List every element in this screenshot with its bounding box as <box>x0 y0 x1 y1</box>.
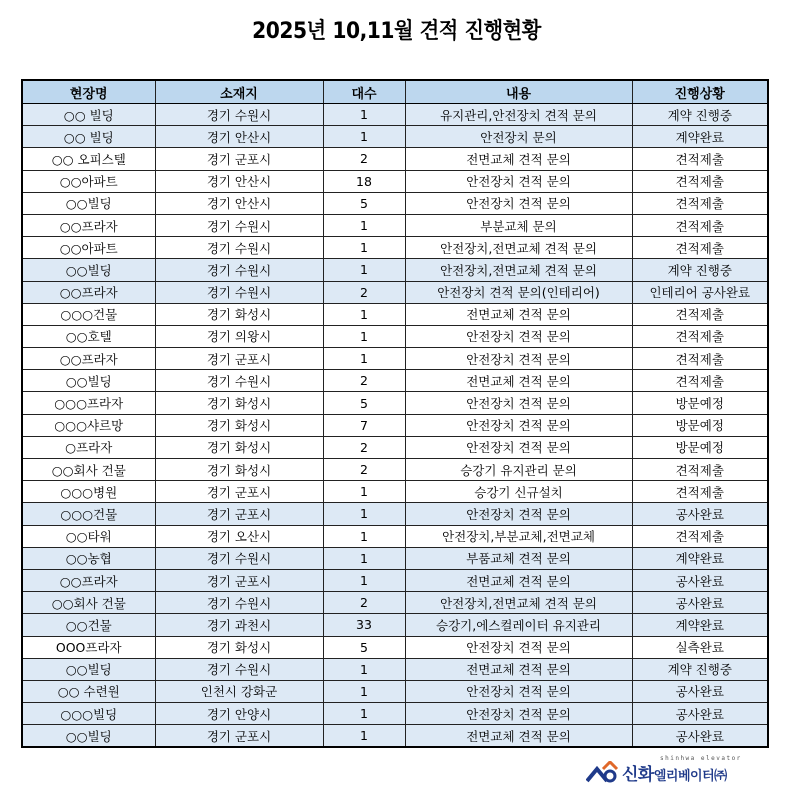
cell-content: 안전장치 견적 문의 <box>405 348 632 370</box>
cell-site-name: ○○프라자 <box>22 214 155 236</box>
cell-status: 방문예정 <box>632 436 768 458</box>
cell-location: 경기 군포시 <box>155 569 323 591</box>
table-row <box>22 170 768 192</box>
table-row <box>22 503 768 525</box>
table-row <box>22 214 768 236</box>
cell-units: 1 <box>323 126 405 148</box>
cell-site-name: ○○ 빌딩 <box>22 126 155 148</box>
cell-status: 견적제출 <box>632 525 768 547</box>
cell-content: 안전장치,전면교체 견적 문의 <box>405 237 632 259</box>
cell-units: 1 <box>323 658 405 680</box>
cell-units: 2 <box>323 148 405 170</box>
table-row <box>22 725 768 748</box>
logo-brand-text <box>622 760 727 785</box>
cell-location: 경기 수원시 <box>155 104 323 126</box>
table-row <box>22 104 768 126</box>
table-row <box>22 547 768 569</box>
cell-site-name: ○○아파트 <box>22 170 155 192</box>
cell-units: 5 <box>323 636 405 658</box>
table-row <box>22 303 768 325</box>
cell-content: 승강기 유지관리 문의 <box>405 459 632 481</box>
mountain-logo-icon <box>586 761 620 783</box>
logo-brand-sub: 엘리베이터㈜ <box>653 769 727 784</box>
cell-units: 1 <box>323 104 405 126</box>
cell-status: 계약 진행중 <box>632 658 768 680</box>
cell-site-name: ○프라자 <box>22 436 155 458</box>
cell-location: 경기 안산시 <box>155 192 323 214</box>
cell-status: 계약 진행중 <box>632 104 768 126</box>
quote-status-table <box>21 79 769 748</box>
table-row <box>22 614 768 636</box>
table-row <box>22 481 768 503</box>
page-title: 2025년 10,11월 견적 진행현황 <box>252 19 541 44</box>
cell-location: 경기 수원시 <box>155 259 323 281</box>
cell-site-name: ○○○빌딩 <box>22 703 155 725</box>
cell-site-name: ○○○프라자 <box>22 392 155 414</box>
cell-content: 안전장치 견적 문의 <box>405 503 632 525</box>
cell-location: 경기 군포시 <box>155 148 323 170</box>
cell-units: 2 <box>323 459 405 481</box>
cell-units: 1 <box>323 680 405 702</box>
cell-content: 전면교체 견적 문의 <box>405 569 632 591</box>
cell-location: 경기 수원시 <box>155 547 323 569</box>
table-row <box>22 126 768 148</box>
cell-site-name: ○○아파트 <box>22 237 155 259</box>
cell-status: 방문예정 <box>632 414 768 436</box>
cell-site-name: ○○프라자 <box>22 569 155 591</box>
cell-units: 2 <box>323 592 405 614</box>
cell-site-name: ○○ 수련원 <box>22 680 155 702</box>
table-row <box>22 348 768 370</box>
cell-units: 1 <box>323 525 405 547</box>
cell-site-name: ○○농협 <box>22 547 155 569</box>
cell-content: 전면교체 견적 문의 <box>405 370 632 392</box>
cell-units: 5 <box>323 192 405 214</box>
cell-location: 경기 화성시 <box>155 414 323 436</box>
cell-status: 계약 진행중 <box>632 259 768 281</box>
table-row <box>22 680 768 702</box>
cell-site-name: ○○○건물 <box>22 303 155 325</box>
logo-english-text: shinhwa elevator <box>660 755 742 762</box>
cell-content: 부품교체 견적 문의 <box>405 547 632 569</box>
cell-site-name: ○○빌딩 <box>22 725 155 748</box>
cell-site-name: ○○빌딩 <box>22 370 155 392</box>
cell-content: 유지관리,안전장치 견적 문의 <box>405 104 632 126</box>
cell-units: 2 <box>323 281 405 303</box>
cell-location: 경기 화성시 <box>155 436 323 458</box>
cell-location: 경기 군포시 <box>155 725 323 748</box>
cell-site-name: ○○빌딩 <box>22 658 155 680</box>
table-row <box>22 414 768 436</box>
table-row <box>22 703 768 725</box>
cell-status: 인테리어 공사완료 <box>632 281 768 303</box>
cell-content: 안전장치 견적 문의 <box>405 325 632 347</box>
header-location: 소재지 <box>155 80 323 104</box>
cell-location: 경기 수원시 <box>155 237 323 259</box>
cell-content: 안전장치 문의 <box>405 126 632 148</box>
cell-content: 승강기,에스컬레이터 유지관리 <box>405 614 632 636</box>
table-row <box>22 392 768 414</box>
cell-location: 경기 화성시 <box>155 636 323 658</box>
cell-status: 견적제출 <box>632 192 768 214</box>
cell-site-name: ○○○병원 <box>22 481 155 503</box>
cell-site-name: ○○빌딩 <box>22 259 155 281</box>
cell-location: 경기 수원시 <box>155 658 323 680</box>
cell-units: 1 <box>323 303 405 325</box>
cell-site-name: ○○빌딩 <box>22 192 155 214</box>
header-site-name: 현장명 <box>22 80 155 104</box>
cell-location: 인천시 강화군 <box>155 680 323 702</box>
cell-location: 경기 수원시 <box>155 370 323 392</box>
cell-status: 공사완료 <box>632 703 768 725</box>
table-row <box>22 148 768 170</box>
cell-site-name: ○○건물 <box>22 614 155 636</box>
company-logo <box>586 757 786 785</box>
table-body <box>22 104 768 748</box>
header-status: 진행상황 <box>632 80 768 104</box>
cell-content: 안전장치 견적 문의 <box>405 192 632 214</box>
cell-content: 안전장치 견적 문의 <box>405 680 632 702</box>
table-row <box>22 459 768 481</box>
cell-location: 경기 화성시 <box>155 459 323 481</box>
table-row <box>22 259 768 281</box>
cell-content: 전면교체 견적 문의 <box>405 148 632 170</box>
cell-status: 계약완료 <box>632 614 768 636</box>
cell-location: 경기 안산시 <box>155 126 323 148</box>
table-row <box>22 658 768 680</box>
cell-content: 안전장치 견적 문의 <box>405 703 632 725</box>
cell-status: 공사완료 <box>632 569 768 591</box>
cell-units: 1 <box>323 503 405 525</box>
cell-site-name: ○○○건물 <box>22 503 155 525</box>
table-row <box>22 237 768 259</box>
cell-status: 견적제출 <box>632 170 768 192</box>
cell-location: 경기 화성시 <box>155 392 323 414</box>
cell-content: 안전장치 견적 문의 <box>405 170 632 192</box>
cell-location: 경기 안산시 <box>155 170 323 192</box>
cell-location: 경기 안양시 <box>155 703 323 725</box>
table-row <box>22 325 768 347</box>
cell-units: 5 <box>323 392 405 414</box>
table-row <box>22 192 768 214</box>
cell-units: 2 <box>323 436 405 458</box>
header-content: 내용 <box>405 80 632 104</box>
cell-units: 2 <box>323 370 405 392</box>
table-row <box>22 569 768 591</box>
cell-units: 1 <box>323 481 405 503</box>
cell-content: 전면교체 견적 문의 <box>405 725 632 748</box>
table-row <box>22 436 768 458</box>
cell-location: 경기 수원시 <box>155 281 323 303</box>
cell-content: 부분교체 문의 <box>405 214 632 236</box>
cell-status: 견적제출 <box>632 148 768 170</box>
cell-units: 1 <box>323 214 405 236</box>
cell-location: 경기 과천시 <box>155 614 323 636</box>
cell-location: 경기 화성시 <box>155 303 323 325</box>
cell-units: 1 <box>323 259 405 281</box>
cell-content: 전면교체 견적 문의 <box>405 658 632 680</box>
cell-units: 1 <box>323 348 405 370</box>
cell-status: 견적제출 <box>632 325 768 347</box>
cell-units: 18 <box>323 170 405 192</box>
cell-status: 계약완료 <box>632 126 768 148</box>
cell-site-name: ○○ 빌딩 <box>22 104 155 126</box>
cell-units: 1 <box>323 547 405 569</box>
cell-status: 견적제출 <box>632 237 768 259</box>
header-units: 대수 <box>323 80 405 104</box>
cell-site-name: ○○회사 건물 <box>22 592 155 614</box>
cell-status: 견적제출 <box>632 214 768 236</box>
cell-site-name: ○○○샤르망 <box>22 414 155 436</box>
cell-units: 1 <box>323 725 405 748</box>
cell-units: 33 <box>323 614 405 636</box>
cell-content: 안전장치 견적 문의 <box>405 436 632 458</box>
cell-status: 공사완료 <box>632 680 768 702</box>
cell-content: 안전장치 견적 문의 <box>405 392 632 414</box>
cell-content: 승강기 신규설치 <box>405 481 632 503</box>
cell-content: 안전장치 견적 문의(인테리어) <box>405 281 632 303</box>
cell-status: 공사완료 <box>632 592 768 614</box>
table-row <box>22 370 768 392</box>
cell-location: 경기 의왕시 <box>155 325 323 347</box>
logo-brand-name: 신화 <box>622 765 654 785</box>
cell-site-name: ○○프라자 <box>22 281 155 303</box>
cell-status: 공사완료 <box>632 503 768 525</box>
cell-site-name: ○○타워 <box>22 525 155 547</box>
cell-location: 경기 수원시 <box>155 592 323 614</box>
table-header-row <box>22 80 768 104</box>
cell-content: 안전장치,전면교체 견적 문의 <box>405 259 632 281</box>
table-row <box>22 636 768 658</box>
cell-status: 계약완료 <box>632 547 768 569</box>
cell-status: 견적제출 <box>632 481 768 503</box>
cell-site-name: OOO프라자 <box>22 636 155 658</box>
cell-units: 1 <box>323 325 405 347</box>
cell-units: 7 <box>323 414 405 436</box>
cell-content: 안전장치,전면교체 견적 문의 <box>405 592 632 614</box>
cell-location: 경기 군포시 <box>155 503 323 525</box>
cell-content: 전면교체 견적 문의 <box>405 303 632 325</box>
cell-status: 견적제출 <box>632 459 768 481</box>
cell-content: 안전장치,부분교체,전면교체 <box>405 525 632 547</box>
cell-status: 견적제출 <box>632 348 768 370</box>
cell-units: 1 <box>323 703 405 725</box>
cell-status: 공사완료 <box>632 725 768 748</box>
cell-content: 안전장치 견적 문의 <box>405 414 632 436</box>
cell-status: 견적제출 <box>632 303 768 325</box>
cell-location: 경기 군포시 <box>155 481 323 503</box>
cell-status: 실측완료 <box>632 636 768 658</box>
cell-units: 1 <box>323 237 405 259</box>
cell-content: 안전장치 견적 문의 <box>405 636 632 658</box>
cell-units: 1 <box>323 569 405 591</box>
cell-status: 견적제출 <box>632 370 768 392</box>
cell-site-name: ○○호텔 <box>22 325 155 347</box>
cell-site-name: ○○회사 건물 <box>22 459 155 481</box>
table-row <box>22 525 768 547</box>
table-row <box>22 281 768 303</box>
cell-location: 경기 군포시 <box>155 348 323 370</box>
cell-location: 경기 수원시 <box>155 214 323 236</box>
cell-site-name: ○○ 오피스텔 <box>22 148 155 170</box>
cell-location: 경기 오산시 <box>155 525 323 547</box>
table-row <box>22 592 768 614</box>
cell-site-name: ○○프라자 <box>22 348 155 370</box>
cell-status: 방문예정 <box>632 392 768 414</box>
